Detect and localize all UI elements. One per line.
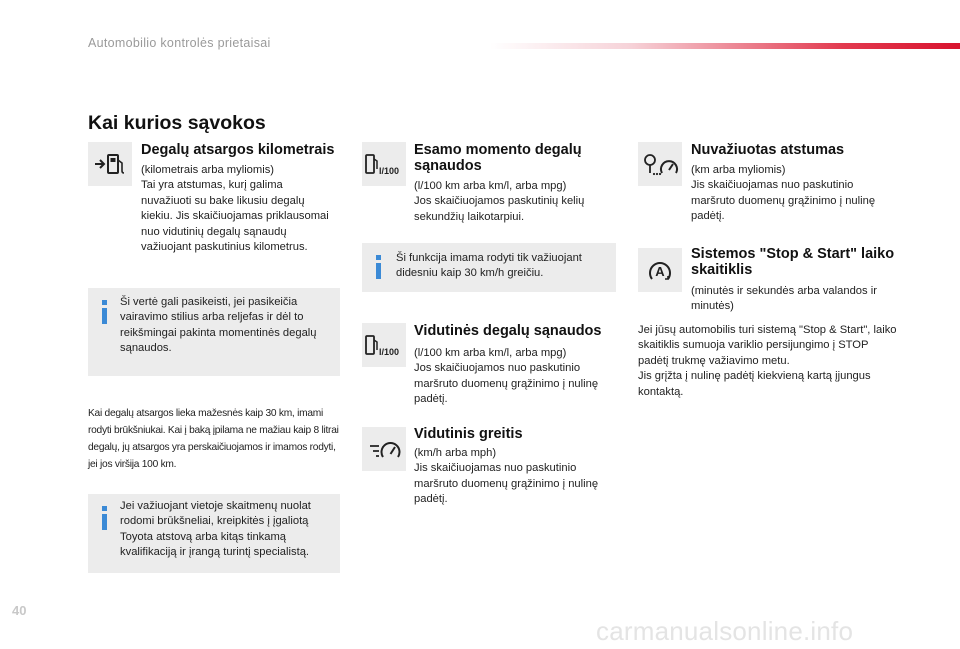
section-title-average-speed: Vidutinis greitis — [414, 426, 523, 442]
section-title-distance: Nuvažiuotas atstumas — [691, 142, 845, 158]
section-body-distance: (km arba myliomis) Jis skaičiuojamas nuo paskutinio maršruto duomenų grąžinimo į nulinę padėtį. — [691, 164, 876, 223]
section-body-stop-start: (minutės ir sekundės arba valandos ir minutės) — [691, 285, 877, 313]
stop-start-a-icon — [638, 248, 682, 292]
section-body-current: (l/100 km arba km/l, arba mpg) Jos skaičiuojamos paskutinių kelių sekundžių laikotarpiui. — [414, 180, 585, 223]
info-icon — [376, 255, 381, 279]
speedometer-icon — [362, 427, 406, 471]
section-title-average-consumption: Vidutinės degalų sąnaudos — [414, 323, 602, 339]
svg-text:A: A — [655, 264, 665, 279]
section-title-range: Degalų atsargos kilometrais — [141, 142, 335, 158]
info-note-2 — [362, 243, 616, 292]
info-note-text: Jei važiuojant vietoje skaitmenų nuolat rodomi brūkšneliai, kreipkitės į įgaliotą Toyota atstovą arba kitąs tinkamą kvalifikaciją ir įrangą turintį specialistą. — [120, 500, 311, 559]
section-body-range: (kilometrais arba myliomis) Tai yra atstumas, kurį galima nuvažiuoti su bake likusiu degalų kiekiu. Jis skaičiuojamas priklausomai nuo vidutinių degalų sąnaudų važiuojant paskutinius kilometrus. — [141, 164, 329, 254]
info-icon — [102, 506, 107, 530]
section-title-stop-start: Sistemos "Stop & Start" laiko skaitiklis — [691, 246, 895, 278]
info-note-1 — [88, 288, 340, 376]
distance-gauge-icon — [638, 142, 682, 186]
section-body-average-consumption: (l/100 km arba km/l, arba mpg) Jos skaičiuojamos nuo paskutinio maršruto duomenų grąžinimo į nulinę padėtį. — [414, 347, 599, 406]
running-header: Automobilio kontrolės prietaisai — [88, 36, 271, 50]
svg-text:l/100: l/100 — [379, 166, 400, 176]
section-title-current: Esamo momento degalų sąnaudos — [414, 142, 582, 174]
range-dashes-paragraph: Kai degalų atsargos lieka mažesnės kaip 30 km, imami rodyti brūkšniukai. Kai į baką įpilama ne mažiau kaip 8 litrai degalų, jų atsargos yra perskaičiuojamos ir imamos rodyti, jei jos viršija 100 km. — [88, 408, 339, 470]
page-number: 40 — [12, 603, 27, 618]
info-note-text: Ši funkcija imama rodyti tik važiuojant didesniu kaip 30 km/h greičiu. — [396, 252, 582, 280]
fuel-l100-icon — [362, 323, 406, 367]
info-note-3 — [88, 494, 340, 573]
page-title: Kai kurios sąvokos — [88, 112, 266, 134]
fuel-pump-arrow-icon — [88, 142, 132, 186]
info-icon — [102, 300, 107, 324]
fuel-l100-icon — [362, 142, 406, 186]
header-accent-bar — [490, 43, 960, 49]
stop-start-explanation: Jei jūsų automobilis turi sistemą "Stop & Start", laiko skaitiklis sumuoja variklio persijungimo į STOP padėtį trukmę važiavimo metu. Jis grįžta į nulinę padėtį kiekvieną kartą įjungus kontaktą. — [638, 324, 897, 398]
section-body-average-speed: (km/h arba mph) Jis skaičiuojamas nuo paskutinio maršruto duomenų grąžinimo į nulinę padėtį. — [414, 447, 599, 506]
watermark: carmanualsonline.info — [596, 616, 854, 646]
info-note-text: Ši vertė gali pasikeisti, jei pasikeičia vairavimo stilius arba reljefas ir dėl to reikšmingai pakinta momentinės degalų sąnaudos. — [120, 296, 317, 355]
svg-text:l/100: l/100 — [379, 347, 400, 357]
